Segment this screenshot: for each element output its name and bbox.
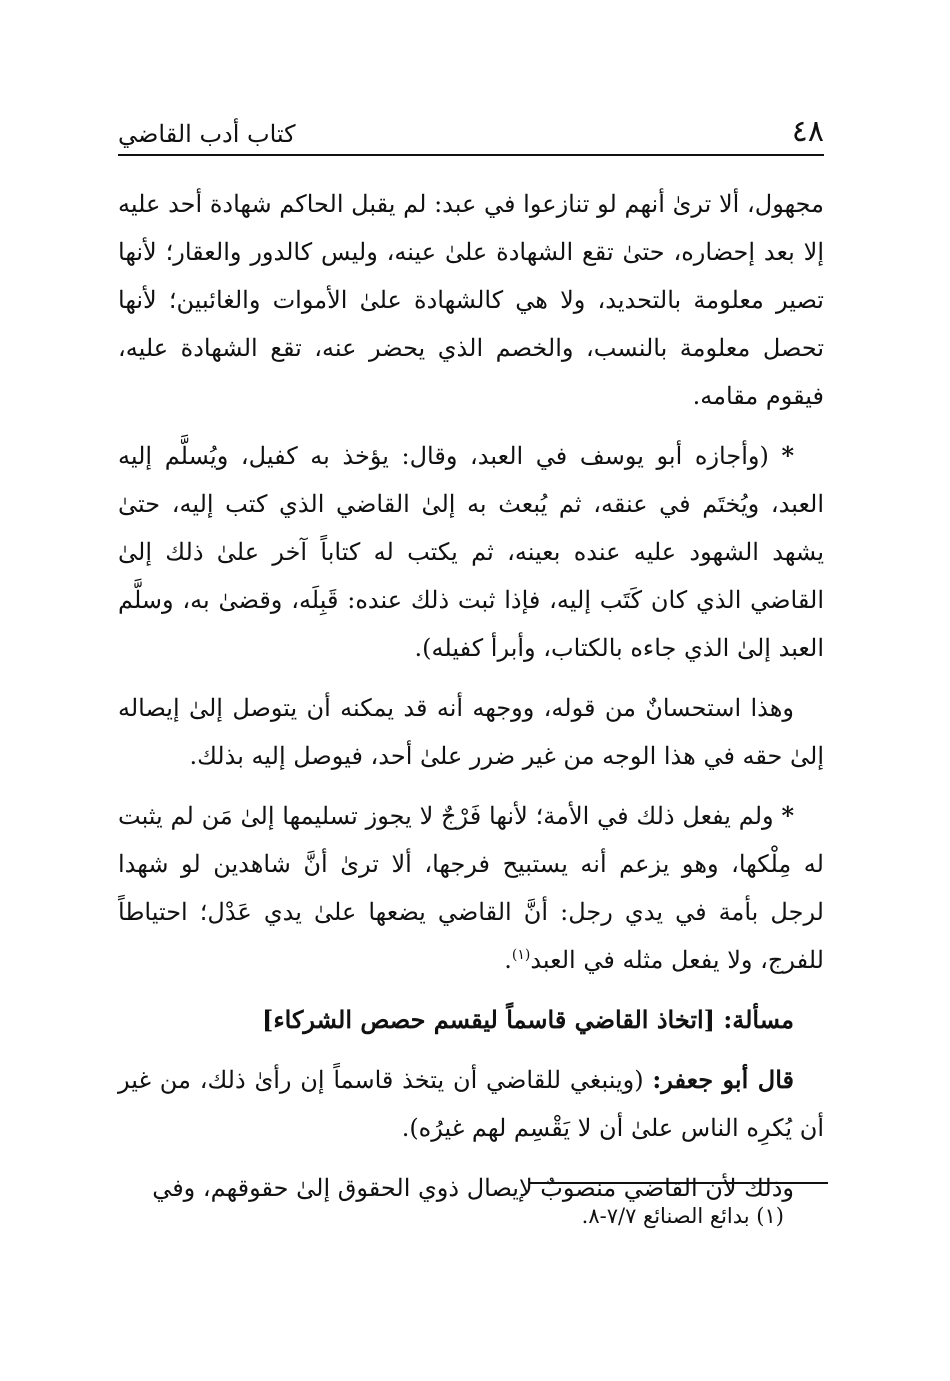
- star-marker: *: [781, 801, 794, 830]
- page-header: [118, 112, 824, 156]
- footnote: (١) بدائع الصنائع ٧/٧-٨.: [581, 1204, 784, 1228]
- paragraph-6: [118, 1056, 824, 1152]
- paragraph-4-text: ولم يفعل ذلك في الأمة؛ لأنها فَرْجٌ لا يجوز تسليمها إلىٰ مَن لم يثبت له مِلْكها، وهو يزعم أنه يستبيح فرجها، ألا ترىٰ أنَّ شاهدين لو شهدا لرجل بأمة في يدي رجل: أنَّ القاضي يضعها علىٰ يدي عَدْل؛ احتياطاً للفرج، ولا يفعل مثله في العبد: [118, 802, 824, 974]
- section-heading: مسألة: [اتخاذ القاضي قاسماً ليقسم حصص الشركاء]: [262, 1005, 794, 1034]
- body-text: [118, 180, 824, 1224]
- paragraph-1: مجهول، ألا ترىٰ أنهم لو تنازعوا في عبد: لم يقبل الحاكم شهادة أحد عليه إلا بعد إحضاره، حتىٰ تقع الشهادة علىٰ عينه، وليس كالدور والعقار؛ لأنها تصير معلومة بالتحديد، ولا هي كالشهادة علىٰ الأموات والغائبين؛ لأنها تحصل معلومة بالنسب، والخصم الذي يحضر عنه، تقع الشهادة عليه، فيقوم مقامه.: [118, 190, 824, 410]
- speaker-label: قال أبو جعفر:: [652, 1065, 794, 1094]
- paragraph-4-period: .: [504, 946, 512, 974]
- footnote-divider: [530, 1182, 828, 1184]
- star-marker: *: [781, 441, 794, 470]
- paragraph-3: وهذا استحسانٌ من قوله، ووجهه أنه قد يمكنه أن يتوصل إلىٰ إيصاله إلىٰ حقه في هذا الوجه من غير ضرر علىٰ أحد، فيوصل إليه بذلك.: [118, 694, 824, 770]
- paragraph-2-text: (وأجازه أبو يوسف في العبد، وقال: يؤخذ به كفيل، ويُسلَّم إليه العبد، ويُختَم في عنقه، ثم يُبعث به إلىٰ القاضي الذي كتب إليه، حتىٰ يشهد الشهود عليه عنده بعينه، ثم يكتب له كتاباً آخر علىٰ ذلك إلىٰ القاضي الذي كان كَتَب إليه، فإذا ثبت ذلك عنده: قَبِلَه، وقضىٰ به، وسلَّم العبد إلىٰ الذي جاءه بالكتاب، وأبرأ كفيله).: [118, 442, 824, 662]
- book-title: كتاب أدب القاضي: [118, 120, 296, 148]
- page-number: ٤٨: [791, 114, 824, 149]
- paragraph-7: وذلك لأن القاضي منصوبٌ لإيصال ذوي الحقوق إلىٰ حقوقهم، وفي: [152, 1174, 794, 1202]
- paragraph-4: [118, 792, 824, 984]
- paragraph-2: [118, 432, 824, 672]
- footnote-ref: (١): [511, 947, 531, 963]
- paragraph-6-text: (وينبغي للقاضي أن يتخذ قاسماً إن رأىٰ ذلك، من غير أن يُكرِه الناس علىٰ أن لا يَقْسِم لهم غيرُه).: [118, 1066, 824, 1142]
